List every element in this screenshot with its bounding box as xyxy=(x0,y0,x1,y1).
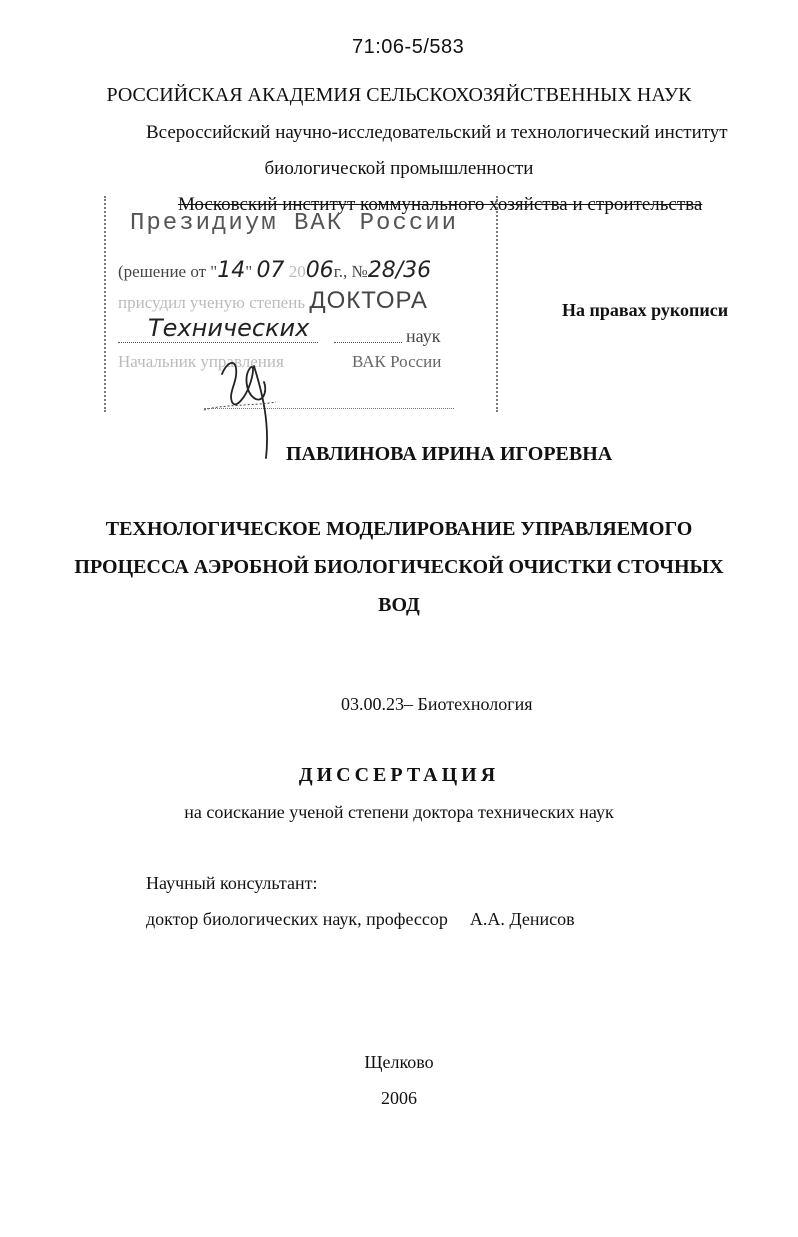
stamp-decision-prefix: (решение от " xyxy=(118,262,218,281)
consultant-details xyxy=(146,909,575,930)
stamp-decision-year: 06 xyxy=(305,258,334,283)
moscow-institute-name: Московский институт коммунального хозяйства и строительства xyxy=(178,194,703,215)
stamp-awarded-degree: ДОКТОРА xyxy=(309,287,428,314)
document-type: ДИССЕРТАЦИЯ xyxy=(298,764,500,786)
stamp-decision-month: 07 xyxy=(256,258,285,283)
degree-line: на соискание ученой степени доктора технических наук xyxy=(184,802,614,822)
vak-stamp xyxy=(104,196,496,414)
stamp-head-suffix: ВАК России xyxy=(352,352,442,371)
consultant-label: Научный консультант: xyxy=(146,873,318,893)
thesis-title-line: ПРОЦЕССА АЭРОБНОЙ БИОЛОГИЧЕСКОЙ ОЧИСТКИ СТОЧНЫХ xyxy=(74,556,724,578)
consultant-name: А.А. Денисов xyxy=(469,909,575,929)
thesis-title-line: ВОД xyxy=(378,594,420,616)
stamp-science-suffix: наук xyxy=(406,326,441,346)
stamp-science-handwritten: Технических xyxy=(148,314,310,342)
manuscript-rights-note: На правах рукописи xyxy=(562,300,729,320)
specialty-code: 03.00.23– Биотехнология xyxy=(341,694,533,714)
stamp-decision-day: 14 xyxy=(217,258,246,283)
stamp-awarded-prefix: присудил ученую степень xyxy=(118,293,306,312)
academy-name: РОССИЙСКАЯ АКАДЕМИЯ СЕЛЬСКОХОЗЯЙСТВЕННЫХ НАУК xyxy=(106,84,692,106)
stamp-decision-century: 20 xyxy=(288,262,306,281)
thesis-title-line: ТЕХНОЛОГИЧЕСКОЕ МОДЕЛИРОВАНИЕ УПРАВЛЯЕМОГО xyxy=(105,518,693,540)
consultant-position: доктор биологических наук, профессор xyxy=(146,909,448,929)
stamp-decision-number-label: г., № xyxy=(333,262,368,281)
institute-name-line2: биологической промышленности xyxy=(264,158,534,179)
registry-code: 71:06-5/583 xyxy=(352,36,465,58)
author-name: ПАВЛИНОВА ИРИНА ИГОРЕВНА xyxy=(286,443,613,465)
stamp-head-label-text: Начальник управления xyxy=(118,352,284,371)
stamp-decision-quote: " xyxy=(245,262,253,281)
signature-icon xyxy=(104,196,496,466)
city: Щелково xyxy=(364,1052,434,1072)
thesis-title xyxy=(0,510,798,624)
year: 2006 xyxy=(381,1088,417,1108)
stamp-title: Президиум ВАК России xyxy=(130,210,459,237)
stamp-decision-number: 28/36 xyxy=(367,258,432,283)
institute-name-line1: Всероссийский научно-исследовательский и технологический институт xyxy=(146,122,728,143)
